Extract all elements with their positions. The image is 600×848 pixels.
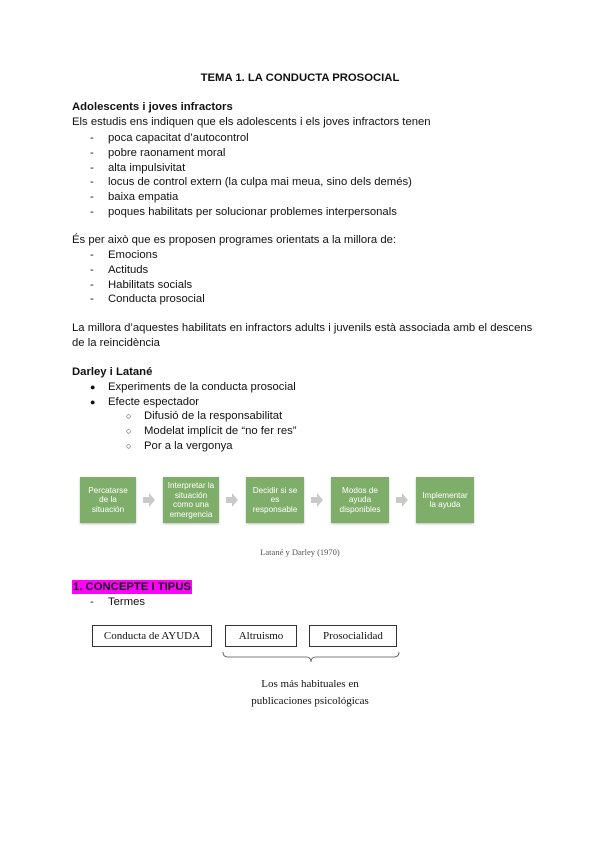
list-item: - locus de control extern (la culpa mai meua, sino dels demés) — [90, 176, 412, 189]
term-box-ayuda: Conducta de AYUDA — [92, 625, 212, 647]
list-item: - Conducta prosocial — [90, 293, 205, 306]
list-item: - poques habilitats per solucionar problemes interpersonals — [90, 205, 397, 218]
diagram-caption: Latané y Darley (1970) — [260, 547, 340, 557]
section-heading-concepte: 1. CONCEPTE I TIPUS — [73, 581, 192, 593]
list-item: - baixa empatia — [90, 191, 179, 204]
list-item: ○ Por a la vergonya — [126, 439, 233, 452]
terms-note — [220, 676, 400, 710]
section-intro: Els estudis ens indiquen que els adolescents i els joves infractors tenen — [72, 116, 431, 128]
list-item: - pobre raonament moral — [90, 146, 226, 159]
page-title: TEMA 1. LA CONDUCTA PROSOCIAL — [200, 72, 400, 84]
diagram-step-1: Percatarse de la situación — [80, 477, 136, 523]
terms-note-line-1: Los más habituales en — [261, 678, 359, 690]
list-item: - poca capacitat d’autocontrol — [90, 132, 249, 144]
terms-note-line-2: publicaciones psicológicas — [251, 695, 369, 707]
arrow-right-icon — [311, 493, 323, 507]
section-heading-darley: Darley i Latané — [72, 366, 153, 378]
arrow-right-icon — [226, 493, 238, 507]
list-item: ○ Modelat implícit de “no fer res” — [126, 424, 297, 437]
programs-list — [90, 248, 390, 307]
term-box-prosocialidad: Prosocialidad — [309, 625, 397, 647]
list-item: - Termes — [90, 596, 146, 608]
diagram-step-3: Decidir si se es responsable — [246, 477, 304, 523]
list-item: - alta impulsivitat — [90, 161, 186, 174]
conclusion-line-2: de la reincidència — [72, 337, 160, 349]
list-item: ○ Difusió de la responsabilitat — [126, 410, 283, 422]
darley-bullets — [90, 380, 390, 410]
list-item: ● Experiments de la conducta prosocial — [90, 381, 296, 393]
conclusion-line-1: La millora d’aquestes habilitats en infractors adults i juvenils està associada amb el descens — [72, 322, 533, 334]
darley-sub-bullets — [126, 409, 426, 453]
traits-list — [90, 131, 510, 220]
diagram-step-2: Interpretar la situación como una emergencia — [163, 477, 219, 523]
section-heading-adolescents: Adolescents i joves infractors — [72, 101, 233, 113]
list-item: - Habilitats socials — [90, 278, 193, 291]
curly-brace-icon — [222, 651, 400, 665]
list-item: ● Efecte espectador — [90, 395, 200, 408]
diagram-step-4: Modos de ayuda disponibles — [331, 477, 389, 523]
arrow-right-icon — [396, 493, 408, 507]
list-item: - Actituds — [90, 263, 149, 276]
term-box-altruismo: Altruismo — [225, 625, 297, 647]
termes-list — [90, 595, 290, 610]
diagram-step-5: Implementar la ayuda — [416, 477, 474, 523]
programs-intro: És per això que es proposen programes orientats a la millora de: — [72, 234, 397, 246]
arrow-right-icon — [143, 493, 155, 507]
list-item: - Emocions — [90, 249, 158, 261]
